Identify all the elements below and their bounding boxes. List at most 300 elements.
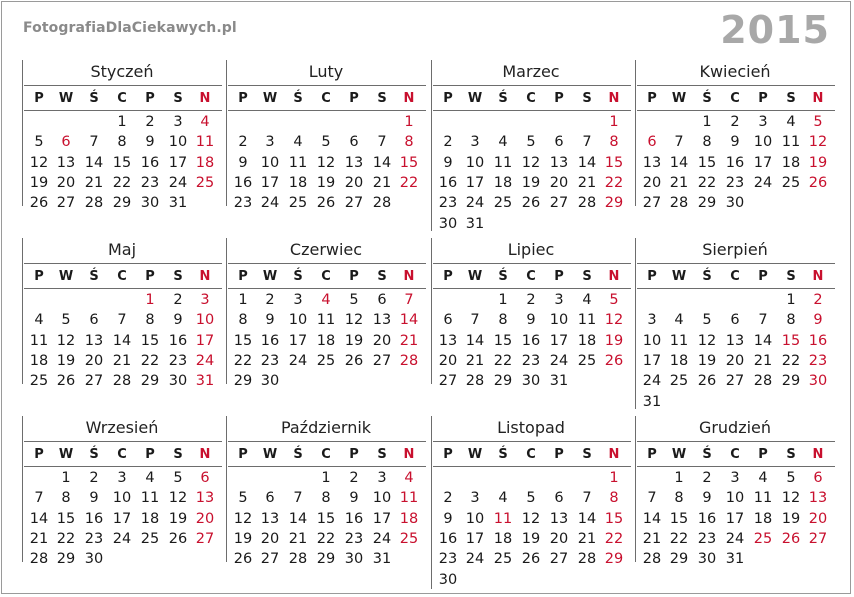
day-cell[interactable]: 27	[438, 373, 458, 390]
day-cell[interactable]: 3	[117, 470, 127, 486]
day-cell[interactable]: 16	[84, 510, 104, 527]
day-cell[interactable]: 25	[140, 530, 160, 547]
day-cell[interactable]: 7	[377, 134, 387, 151]
day-cell[interactable]: 7	[582, 490, 592, 507]
day-cell[interactable]: 23	[233, 195, 253, 212]
day-cell[interactable]: 22	[604, 530, 624, 547]
day-cell[interactable]: 27	[549, 195, 569, 212]
day-cell[interactable]: 26	[781, 530, 801, 547]
day-cell[interactable]: 11	[195, 134, 215, 151]
day-cell[interactable]: 20	[549, 174, 569, 191]
day-cell[interactable]: 29	[604, 551, 624, 568]
day-cell[interactable]: 9	[349, 490, 359, 507]
day-cell[interactable]: 15	[56, 510, 76, 527]
day-cell[interactable]: 7	[758, 312, 768, 329]
day-cell[interactable]: 12	[344, 312, 364, 329]
day-cell[interactable]: 19	[316, 174, 336, 191]
day-cell[interactable]: 24	[260, 195, 280, 212]
day-cell[interactable]: 1	[145, 292, 155, 308]
day-cell[interactable]: 18	[399, 510, 419, 527]
day-cell[interactable]: 16	[140, 154, 160, 171]
day-cell[interactable]: 29	[493, 373, 513, 390]
day-cell[interactable]: 4	[293, 134, 303, 151]
day-cell[interactable]: 26	[29, 195, 49, 212]
day-cell[interactable]: 19	[29, 174, 49, 191]
day-cell[interactable]: 15	[493, 332, 513, 349]
day-cell[interactable]: 25	[577, 352, 597, 369]
day-cell[interactable]: 18	[195, 154, 215, 171]
day-cell[interactable]: 25	[753, 530, 773, 547]
day-cell[interactable]: 23	[438, 551, 458, 568]
day-cell[interactable]: 20	[195, 510, 215, 527]
day-cell[interactable]: 30	[260, 373, 280, 390]
day-cell[interactable]: 22	[697, 174, 717, 191]
day-cell[interactable]: 1	[702, 114, 712, 130]
day-cell[interactable]: 13	[549, 510, 569, 527]
day-cell[interactable]: 21	[753, 352, 773, 369]
day-cell[interactable]: 10	[288, 312, 308, 329]
day-cell[interactable]: 8	[498, 312, 508, 329]
day-cell[interactable]: 3	[470, 490, 480, 507]
day-cell[interactable]: 2	[173, 292, 183, 308]
day-cell[interactable]: 20	[84, 352, 104, 369]
day-cell[interactable]: 17	[288, 332, 308, 349]
day-cell[interactable]: 3	[554, 292, 564, 308]
day-cell[interactable]: 6	[61, 134, 71, 151]
day-cell[interactable]: 13	[195, 490, 215, 507]
day-cell[interactable]: 6	[813, 470, 823, 486]
day-cell[interactable]: 6	[89, 312, 99, 329]
day-cell[interactable]: 10	[753, 134, 773, 151]
day-cell[interactable]: 14	[577, 510, 597, 527]
day-cell[interactable]: 8	[674, 490, 684, 507]
day-cell[interactable]: 15	[604, 154, 624, 171]
day-cell[interactable]: 27	[195, 530, 215, 547]
day-cell[interactable]: 6	[377, 292, 387, 308]
day-cell[interactable]: 16	[808, 332, 828, 349]
day-cell[interactable]: 7	[89, 134, 99, 151]
day-cell[interactable]: 26	[697, 373, 717, 390]
day-cell[interactable]: 14	[29, 510, 49, 527]
day-cell[interactable]: 7	[674, 134, 684, 151]
day-cell[interactable]: 14	[372, 154, 392, 171]
day-cell[interactable]: 9	[702, 490, 712, 507]
day-cell[interactable]: 10	[372, 490, 392, 507]
day-cell[interactable]: 4	[34, 312, 44, 329]
day-cell[interactable]: 17	[195, 332, 215, 349]
day-cell[interactable]: 11	[288, 154, 308, 171]
day-cell[interactable]: 31	[465, 215, 485, 232]
day-cell[interactable]: 28	[84, 195, 104, 212]
day-cell[interactable]: 3	[173, 114, 183, 130]
day-cell[interactable]: 17	[260, 174, 280, 191]
day-cell[interactable]: 24	[112, 530, 132, 547]
day-cell[interactable]: 31	[168, 195, 188, 212]
day-cell[interactable]: 25	[781, 174, 801, 191]
day-cell[interactable]: 5	[34, 134, 44, 151]
day-cell[interactable]: 6	[443, 312, 453, 329]
day-cell[interactable]: 25	[288, 195, 308, 212]
day-cell[interactable]: 2	[265, 292, 275, 308]
day-cell[interactable]: 17	[112, 510, 132, 527]
day-cell[interactable]: 25	[493, 551, 513, 568]
day-cell[interactable]: 5	[609, 292, 619, 308]
day-cell[interactable]: 2	[526, 292, 536, 308]
day-cell[interactable]: 25	[316, 352, 336, 369]
day-cell[interactable]: 27	[642, 195, 662, 212]
day-cell[interactable]: 20	[725, 352, 745, 369]
day-cell[interactable]: 19	[697, 352, 717, 369]
day-cell[interactable]: 6	[200, 470, 210, 486]
day-cell[interactable]: 28	[465, 373, 485, 390]
day-cell[interactable]: 12	[56, 332, 76, 349]
day-cell[interactable]: 15	[233, 332, 253, 349]
day-cell[interactable]: 5	[813, 114, 823, 130]
day-cell[interactable]: 7	[582, 134, 592, 151]
day-cell[interactable]: 21	[372, 174, 392, 191]
day-cell[interactable]: 30	[697, 551, 717, 568]
day-cell[interactable]: 15	[604, 510, 624, 527]
day-cell[interactable]: 19	[233, 530, 253, 547]
day-cell[interactable]: 6	[554, 134, 564, 151]
day-cell[interactable]: 17	[725, 510, 745, 527]
day-cell[interactable]: 27	[549, 551, 569, 568]
day-cell[interactable]: 22	[669, 530, 689, 547]
day-cell[interactable]: 2	[238, 134, 248, 151]
day-cell[interactable]: 10	[642, 332, 662, 349]
day-cell[interactable]: 8	[145, 312, 155, 329]
day-cell[interactable]: 3	[265, 134, 275, 151]
day-cell[interactable]: 18	[669, 352, 689, 369]
day-cell[interactable]: 26	[316, 195, 336, 212]
day-cell[interactable]: 1	[61, 470, 71, 486]
day-cell[interactable]: 1	[498, 292, 508, 308]
day-cell[interactable]: 6	[265, 490, 275, 507]
day-cell[interactable]: 9	[265, 312, 275, 329]
day-cell[interactable]: 30	[808, 373, 828, 390]
day-cell[interactable]: 29	[604, 195, 624, 212]
day-cell[interactable]: 25	[493, 195, 513, 212]
day-cell[interactable]: 24	[195, 352, 215, 369]
day-cell[interactable]: 18	[781, 154, 801, 171]
day-cell[interactable]: 5	[349, 292, 359, 308]
day-cell[interactable]: 2	[702, 470, 712, 486]
day-cell[interactable]: 4	[758, 470, 768, 486]
day-cell[interactable]: 21	[288, 530, 308, 547]
day-cell[interactable]: 1	[117, 114, 127, 130]
day-cell[interactable]: 13	[344, 154, 364, 171]
day-cell[interactable]: 26	[344, 352, 364, 369]
day-cell[interactable]: 19	[781, 510, 801, 527]
day-cell[interactable]: 13	[438, 332, 458, 349]
day-cell[interactable]: 20	[642, 174, 662, 191]
day-cell[interactable]: 4	[498, 490, 508, 507]
day-cell[interactable]: 11	[493, 510, 513, 527]
day-cell[interactable]: 22	[112, 174, 132, 191]
day-cell[interactable]: 29	[112, 195, 132, 212]
day-cell[interactable]: 21	[399, 332, 419, 349]
day-cell[interactable]: 22	[316, 530, 336, 547]
day-cell[interactable]: 30	[521, 373, 541, 390]
day-cell[interactable]: 29	[669, 551, 689, 568]
day-cell[interactable]: 11	[29, 332, 49, 349]
day-cell[interactable]: 10	[168, 134, 188, 151]
day-cell[interactable]: 12	[808, 134, 828, 151]
day-cell[interactable]: 12	[233, 510, 253, 527]
day-cell[interactable]: 17	[465, 530, 485, 547]
day-cell[interactable]: 17	[465, 174, 485, 191]
day-cell[interactable]: 9	[443, 154, 453, 171]
day-cell[interactable]: 30	[438, 571, 458, 588]
day-cell[interactable]: 2	[349, 470, 359, 486]
day-cell[interactable]: 5	[526, 134, 536, 151]
day-cell[interactable]: 16	[260, 332, 280, 349]
day-cell[interactable]: 21	[577, 530, 597, 547]
day-cell[interactable]: 5	[61, 312, 71, 329]
day-cell[interactable]: 2	[89, 470, 99, 486]
day-cell[interactable]: 22	[140, 352, 160, 369]
day-cell[interactable]: 30	[438, 215, 458, 232]
day-cell[interactable]: 3	[377, 470, 387, 486]
day-cell[interactable]: 20	[372, 332, 392, 349]
day-cell[interactable]: 13	[84, 332, 104, 349]
day-cell[interactable]: 8	[117, 134, 127, 151]
day-cell[interactable]: 1	[404, 114, 414, 130]
day-cell[interactable]: 27	[84, 373, 104, 390]
day-cell[interactable]: 1	[238, 292, 248, 308]
day-cell[interactable]: 26	[233, 551, 253, 568]
day-cell[interactable]: 18	[493, 174, 513, 191]
day-cell[interactable]: 24	[753, 174, 773, 191]
day-cell[interactable]: 6	[647, 134, 657, 151]
day-cell[interactable]: 31	[549, 373, 569, 390]
day-cell[interactable]: 9	[730, 134, 740, 151]
day-cell[interactable]: 4	[786, 114, 796, 130]
day-cell[interactable]: 18	[753, 510, 773, 527]
day-cell[interactable]: 8	[238, 312, 248, 329]
day-cell[interactable]: 12	[781, 490, 801, 507]
day-cell[interactable]: 26	[521, 551, 541, 568]
day-cell[interactable]: 15	[316, 510, 336, 527]
day-cell[interactable]: 23	[521, 352, 541, 369]
day-cell[interactable]: 18	[29, 352, 49, 369]
day-cell[interactable]: 7	[647, 490, 657, 507]
day-cell[interactable]: 24	[642, 373, 662, 390]
day-cell[interactable]: 23	[84, 530, 104, 547]
day-cell[interactable]: 26	[168, 530, 188, 547]
day-cell[interactable]: 28	[642, 551, 662, 568]
day-cell[interactable]: 31	[195, 373, 215, 390]
day-cell[interactable]: 13	[642, 154, 662, 171]
day-cell[interactable]: 14	[669, 154, 689, 171]
day-cell[interactable]: 8	[786, 312, 796, 329]
day-cell[interactable]: 24	[465, 195, 485, 212]
day-cell[interactable]: 4	[674, 312, 684, 329]
day-cell[interactable]: 14	[465, 332, 485, 349]
day-cell[interactable]: 5	[526, 490, 536, 507]
day-cell[interactable]: 15	[399, 154, 419, 171]
day-cell[interactable]: 22	[399, 174, 419, 191]
day-cell[interactable]: 16	[344, 510, 364, 527]
day-cell[interactable]: 14	[642, 510, 662, 527]
day-cell[interactable]: 8	[321, 490, 331, 507]
day-cell[interactable]: 28	[288, 551, 308, 568]
day-cell[interactable]: 26	[604, 352, 624, 369]
day-cell[interactable]: 3	[200, 292, 210, 308]
day-cell[interactable]: 3	[470, 134, 480, 151]
day-cell[interactable]: 17	[642, 352, 662, 369]
day-cell[interactable]: 13	[808, 490, 828, 507]
day-cell[interactable]: 27	[725, 373, 745, 390]
day-cell[interactable]: 28	[399, 352, 419, 369]
day-cell[interactable]: 5	[173, 470, 183, 486]
day-cell[interactable]: 13	[56, 154, 76, 171]
day-cell[interactable]: 17	[753, 154, 773, 171]
day-cell[interactable]: 24	[465, 551, 485, 568]
day-cell[interactable]: 19	[604, 332, 624, 349]
day-cell[interactable]: 12	[168, 490, 188, 507]
day-cell[interactable]: 29	[56, 551, 76, 568]
day-cell[interactable]: 11	[577, 312, 597, 329]
day-cell[interactable]: 14	[753, 332, 773, 349]
day-cell[interactable]: 20	[344, 174, 364, 191]
day-cell[interactable]: 28	[669, 195, 689, 212]
day-cell[interactable]: 20	[549, 530, 569, 547]
day-cell[interactable]: 23	[725, 174, 745, 191]
day-cell[interactable]: 9	[443, 510, 453, 527]
day-cell[interactable]: 4	[404, 470, 414, 486]
day-cell[interactable]: 20	[808, 510, 828, 527]
day-cell[interactable]: 31	[642, 393, 662, 410]
day-cell[interactable]: 23	[140, 174, 160, 191]
day-cell[interactable]: 24	[288, 352, 308, 369]
day-cell[interactable]: 30	[344, 551, 364, 568]
day-cell[interactable]: 16	[233, 174, 253, 191]
day-cell[interactable]: 31	[725, 551, 745, 568]
day-cell[interactable]: 1	[321, 470, 331, 486]
day-cell[interactable]: 4	[498, 134, 508, 151]
day-cell[interactable]: 6	[730, 312, 740, 329]
day-cell[interactable]: 14	[399, 312, 419, 329]
day-cell[interactable]: 16	[438, 530, 458, 547]
day-cell[interactable]: 25	[669, 373, 689, 390]
day-cell[interactable]: 11	[669, 332, 689, 349]
day-cell[interactable]: 19	[344, 332, 364, 349]
day-cell[interactable]: 24	[725, 530, 745, 547]
day-cell[interactable]: 2	[443, 134, 453, 151]
day-cell[interactable]: 10	[112, 490, 132, 507]
day-cell[interactable]: 2	[730, 114, 740, 130]
day-cell[interactable]: 12	[521, 154, 541, 171]
day-cell[interactable]: 3	[758, 114, 768, 130]
day-cell[interactable]: 12	[697, 332, 717, 349]
day-cell[interactable]: 29	[316, 551, 336, 568]
day-cell[interactable]: 6	[349, 134, 359, 151]
day-cell[interactable]: 6	[554, 490, 564, 507]
day-cell[interactable]: 9	[526, 312, 536, 329]
day-cell[interactable]: 30	[168, 373, 188, 390]
day-cell[interactable]: 11	[140, 490, 160, 507]
day-cell[interactable]: 20	[56, 174, 76, 191]
day-cell[interactable]: 28	[372, 195, 392, 212]
day-cell[interactable]: 11	[399, 490, 419, 507]
day-cell[interactable]: 4	[321, 292, 331, 308]
day-cell[interactable]: 8	[702, 134, 712, 151]
day-cell[interactable]: 28	[112, 373, 132, 390]
day-cell[interactable]: 9	[173, 312, 183, 329]
day-cell[interactable]: 23	[168, 352, 188, 369]
day-cell[interactable]: 27	[56, 195, 76, 212]
day-cell[interactable]: 4	[200, 114, 210, 130]
day-cell[interactable]: 28	[577, 195, 597, 212]
day-cell[interactable]: 25	[29, 373, 49, 390]
day-cell[interactable]: 2	[813, 292, 823, 308]
day-cell[interactable]: 30	[140, 195, 160, 212]
day-cell[interactable]: 30	[84, 551, 104, 568]
day-cell[interactable]: 27	[260, 551, 280, 568]
day-cell[interactable]: 14	[288, 510, 308, 527]
day-cell[interactable]: 12	[521, 510, 541, 527]
day-cell[interactable]: 14	[577, 154, 597, 171]
day-cell[interactable]: 23	[808, 352, 828, 369]
day-cell[interactable]: 11	[753, 490, 773, 507]
day-cell[interactable]: 2	[443, 490, 453, 507]
day-cell[interactable]: 28	[577, 551, 597, 568]
day-cell[interactable]: 16	[521, 332, 541, 349]
day-cell[interactable]: 22	[233, 352, 253, 369]
day-cell[interactable]: 28	[29, 551, 49, 568]
day-cell[interactable]: 19	[56, 352, 76, 369]
day-cell[interactable]: 27	[808, 530, 828, 547]
day-cell[interactable]: 8	[404, 134, 414, 151]
day-cell[interactable]: 7	[470, 312, 480, 329]
day-cell[interactable]: 23	[260, 352, 280, 369]
day-cell[interactable]: 12	[29, 154, 49, 171]
day-cell[interactable]: 1	[609, 470, 619, 486]
day-cell[interactable]: 21	[465, 352, 485, 369]
day-cell[interactable]: 23	[697, 530, 717, 547]
day-cell[interactable]: 16	[697, 510, 717, 527]
day-cell[interactable]: 27	[344, 195, 364, 212]
day-cell[interactable]: 8	[609, 490, 619, 507]
day-cell[interactable]: 21	[112, 352, 132, 369]
day-cell[interactable]: 19	[168, 510, 188, 527]
day-cell[interactable]: 10	[195, 312, 215, 329]
day-cell[interactable]: 12	[604, 312, 624, 329]
day-cell[interactable]: 18	[493, 530, 513, 547]
day-cell[interactable]: 29	[140, 373, 160, 390]
day-cell[interactable]: 21	[29, 530, 49, 547]
day-cell[interactable]: 3	[293, 292, 303, 308]
day-cell[interactable]: 9	[89, 490, 99, 507]
day-cell[interactable]: 5	[702, 312, 712, 329]
day-cell[interactable]: 27	[372, 352, 392, 369]
day-cell[interactable]: 29	[781, 373, 801, 390]
day-cell[interactable]: 10	[260, 154, 280, 171]
day-cell[interactable]: 15	[140, 332, 160, 349]
day-cell[interactable]: 3	[647, 312, 657, 329]
day-cell[interactable]: 18	[316, 332, 336, 349]
day-cell[interactable]: 15	[781, 332, 801, 349]
day-cell[interactable]: 11	[781, 134, 801, 151]
day-cell[interactable]: 20	[260, 530, 280, 547]
day-cell[interactable]: 18	[140, 510, 160, 527]
day-cell[interactable]: 17	[168, 154, 188, 171]
day-cell[interactable]: 16	[438, 174, 458, 191]
day-cell[interactable]: 13	[549, 154, 569, 171]
day-cell[interactable]: 22	[781, 352, 801, 369]
day-cell[interactable]: 18	[577, 332, 597, 349]
